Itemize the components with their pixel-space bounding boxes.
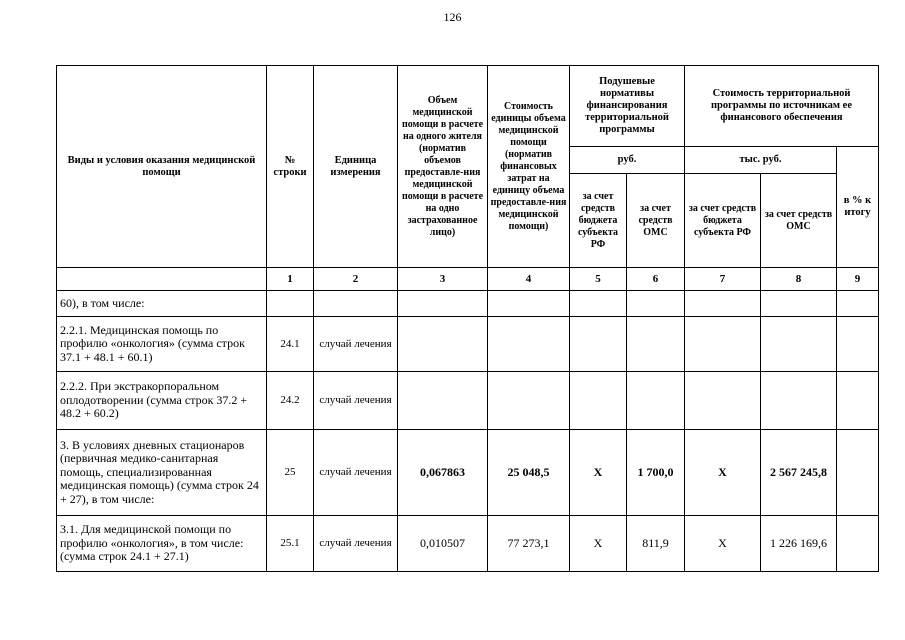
table-row (57, 317, 879, 372)
header-budget-rf-2: за счет средств бюджета субъекта РФ (685, 174, 761, 268)
row-value (627, 317, 685, 372)
header-oms: за счет средств ОМС (627, 174, 685, 268)
row-value (685, 372, 761, 430)
header-volume: Объем медицинской помощи в расчете на одного жителя (норматив объемов предоставле-ния медицинской помощи в расчете на одно застрахованное лицо) (398, 66, 488, 268)
row-value: 1 226 169,6 (761, 516, 837, 572)
row-value (837, 372, 879, 430)
row-value: 25 048,5 (488, 430, 570, 516)
row-value (398, 317, 488, 372)
column-number: 7 (685, 268, 761, 291)
header-budget-rf: за счет средств бюджета субъекта РФ (570, 174, 627, 268)
row-number: 25 (267, 430, 314, 516)
financing-table (56, 65, 879, 572)
row-number: 24.1 (267, 317, 314, 372)
row-name: 60), в том числе: (57, 291, 267, 317)
header-cost: Стоимость единицы объема медицинской помощи (норматив финансовых затрат на единицу объема предоставле-ния медицинской помощи) (488, 66, 570, 268)
row-unit (314, 291, 398, 317)
row-number (267, 291, 314, 317)
header-thous-rub: тыс. руб. (685, 147, 837, 174)
row-value: Х (685, 430, 761, 516)
row-value (488, 317, 570, 372)
row-value (570, 317, 627, 372)
row-value: 0,067863 (398, 430, 488, 516)
column-numbers-row (57, 268, 879, 291)
row-unit: случай лечения (314, 372, 398, 430)
row-value (685, 291, 761, 317)
table-row (57, 372, 879, 430)
row-value (570, 291, 627, 317)
row-value (488, 291, 570, 317)
header-territorial-cost: Стоимость территориальной программы по источникам ее финансового обеспечения (685, 66, 879, 147)
row-unit: случай лечения (314, 430, 398, 516)
row-value (398, 372, 488, 430)
column-number: 1 (267, 268, 314, 291)
column-number: 8 (761, 268, 837, 291)
row-value (685, 317, 761, 372)
table-row (57, 291, 879, 317)
column-number: 3 (398, 268, 488, 291)
page-number: 126 (443, 10, 462, 24)
row-name: 3.1. Для медицинской помощи по профилю «онкология», в том числе: (сумма строк 24.1 + 27.1) (57, 516, 267, 572)
header-per-capita: Подушевые нормативы финансирования территориальной программы (570, 66, 685, 147)
row-value: 1 700,0 (627, 430, 685, 516)
row-value (761, 291, 837, 317)
row-value: 2 567 245,8 (761, 430, 837, 516)
column-number: 9 (837, 268, 879, 291)
row-value (761, 317, 837, 372)
row-value (837, 516, 879, 572)
table-row (57, 516, 879, 572)
row-name: 3. В условиях дневных стационаров (первичная медико-санитарная помощь, специализированная медицинская помощь) (сумма строк 24 + 27), в том числе: (57, 430, 267, 516)
column-number: 5 (570, 268, 627, 291)
header-rub: руб. (570, 147, 685, 174)
row-name: 2.2.1. Медицинская помощь по профилю «онкология» (сумма строк 37.1 + 48.1 + 60.1) (57, 317, 267, 372)
row-value (837, 317, 879, 372)
row-number: 24.2 (267, 372, 314, 430)
row-value (761, 372, 837, 430)
row-value: Х (570, 430, 627, 516)
row-unit: случай лечения (314, 516, 398, 572)
table-row (57, 430, 879, 516)
row-value: Х (685, 516, 761, 572)
row-value (627, 291, 685, 317)
row-number: 25.1 (267, 516, 314, 572)
column-number: 2 (314, 268, 398, 291)
row-value (837, 430, 879, 516)
column-number (57, 268, 267, 291)
row-value: 77 273,1 (488, 516, 570, 572)
row-name: 2.2.2. При экстракорпоральном оплодотворении (сумма строк 37.2 + 48.2 + 60.2) (57, 372, 267, 430)
row-value (398, 291, 488, 317)
row-value (837, 291, 879, 317)
row-value (627, 372, 685, 430)
row-value (488, 372, 570, 430)
row-value: Х (570, 516, 627, 572)
row-value (570, 372, 627, 430)
table-body (57, 268, 879, 572)
header-row-no: № строки (267, 66, 314, 268)
header-oms-2: за счет средств ОМС (761, 174, 837, 268)
column-number: 4 (488, 268, 570, 291)
header-types: Виды и условия оказания медицинской помощи (57, 66, 267, 268)
row-unit: случай лечения (314, 317, 398, 372)
row-value: 811,9 (627, 516, 685, 572)
column-number: 6 (627, 268, 685, 291)
header-unit: Единица измерения (314, 66, 398, 268)
row-value: 0,010507 (398, 516, 488, 572)
header-percent: в % к итогу (837, 147, 879, 268)
